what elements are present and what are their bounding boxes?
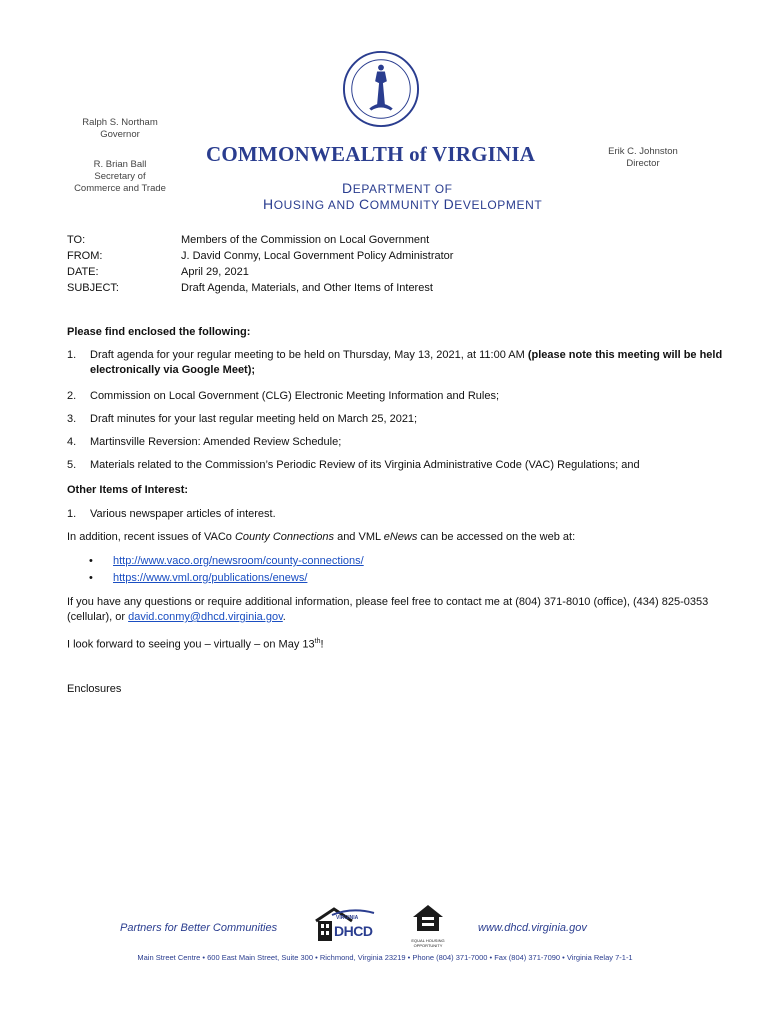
director-block: [588, 146, 698, 170]
footer-address: Main Street Centre • 600 East Main Street, Suite 300 • Richmond, Virginia 23219 • Phone (804) 371-7000 • Fax (804) 371-7090 • Virginia Relay 7-1-1: [137, 953, 633, 962]
subject-label: SUBJECT:: [67, 282, 119, 294]
memo-header: [67, 232, 453, 296]
secretary-title-line1: Secretary of: [94, 171, 146, 182]
web-access-paragraph: In addition, recent issues of VACo County Connections and VML eNews can be accessed on the web at:: [67, 531, 576, 543]
secretary-block: [60, 159, 180, 195]
to-label: TO:: [67, 234, 86, 246]
bullet-icon: •: [89, 555, 93, 567]
date-value: April 29, 2021: [181, 266, 249, 278]
to-value: Members of the Commission on Local Government: [181, 234, 430, 246]
date-label: DATE:: [67, 266, 99, 278]
secretary-title-line2: Commerce and Trade: [74, 183, 166, 194]
from-value: J. David Conmy, Local Government Policy Administrator: [181, 250, 454, 262]
bullet-vaco: [67, 554, 732, 569]
vml-link[interactable]: https://www.vml.org/publications/enews/: [113, 572, 308, 584]
dhcd-logo-text: DHCD: [334, 923, 373, 939]
list-item: 1. Various newspaper articles of interest.: [67, 508, 276, 520]
department-line1: DEPARTMENT OF: [342, 180, 453, 196]
eho-label-2: OPPORTUNITY: [413, 943, 443, 948]
equal-housing-logo: [408, 903, 448, 948]
list-item: 3. Draft minutes for your last regular meeting held on March 25, 2021;: [67, 413, 418, 425]
dhcd-logo-top: VIRGINIA: [336, 915, 359, 921]
bullet-icon: •: [89, 572, 93, 584]
director-name: Erik C. Johnston: [608, 146, 678, 157]
equal-housing-icon: [411, 903, 445, 933]
footer-website[interactable]: www.dhcd.virginia.gov: [478, 922, 587, 934]
commonwealth-title: COMMONWEALTH of VIRGINIA: [206, 142, 536, 166]
enclosures-label: Enclosures: [67, 683, 122, 695]
list-item: 5. Materials related to the Commission’s Periodic Review of its Virginia Administrative Code (VAC) Regulations; and: [67, 459, 640, 471]
email-link[interactable]: david.conmy@dhcd.virginia.gov: [128, 611, 283, 623]
subject-value: Draft Agenda, Materials, and Other Items of Interest: [181, 282, 433, 294]
dhcd-logo: [312, 905, 376, 945]
enclosed-heading: Please find enclosed the following:: [67, 326, 251, 338]
governor-block: [60, 117, 180, 141]
department-line2: HOUSING AND COMMUNITY DEVELOPMENT: [263, 196, 543, 212]
vaco-link[interactable]: http://www.vaco.org/newsroom/county-connections/: [113, 555, 364, 567]
list-item: 2. Commission on Local Government (CLG) Electronic Meeting Information and Rules;: [67, 390, 500, 402]
from-label: FROM:: [67, 250, 103, 262]
secretary-name: R. Brian Ball: [93, 159, 147, 170]
governor-name: Ralph S. Northam: [82, 117, 158, 128]
list-item: 1. Draft agenda for your regular meeting to be held on Thursday, May 13, 2021, at 11:00 AM (please note this meeting will be held electronically via Google Meet);: [67, 349, 723, 376]
contact-paragraph: If you have any questions or require additional information, please feel free to contact me at (804) 371-8010 (office), (434) 825-0353 (cellular), or david.conmy@dhcd.virginia.gov.: [67, 596, 709, 623]
list-item: 4. Martinsville Reversion: Amended Review Schedule;: [67, 436, 342, 448]
other-heading: Other Items of Interest:: [67, 484, 189, 496]
virginia-seal: [342, 50, 420, 128]
director-title: Director: [626, 158, 660, 169]
governor-title: Governor: [100, 129, 140, 140]
footer-tagline: Partners for Better Communities: [120, 922, 278, 934]
eho-label-1: EQUAL HOUSING: [411, 938, 445, 943]
bullet-vml: [67, 571, 732, 586]
closing-line: I look forward to seeing you – virtually – on May 13th!: [67, 638, 324, 651]
